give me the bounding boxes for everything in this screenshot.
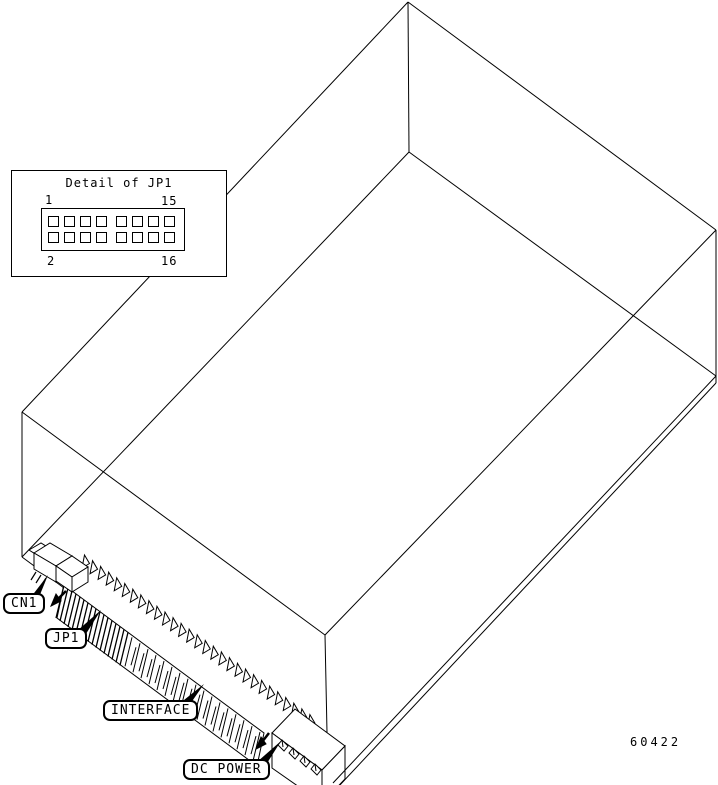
figure-number: 60422 <box>630 735 682 749</box>
pin-label-1: 1 <box>45 193 54 207</box>
jp1-pin-square <box>132 216 143 227</box>
callout-dc-power: DC POWER <box>183 759 270 780</box>
jp1-detail-inset <box>11 170 227 277</box>
jp1-pin-square <box>96 232 107 243</box>
jp1-pin-square <box>116 232 127 243</box>
callout-cn1: CN1 <box>3 593 45 614</box>
jp1-pin-square <box>148 232 159 243</box>
jp1-pin-grid <box>41 208 185 251</box>
pin-label-15: 15 <box>161 194 178 208</box>
jp1-pin-square <box>148 216 159 227</box>
jp1-pin-square <box>132 232 143 243</box>
jp1-pin-square <box>64 216 75 227</box>
jp1-pin-row <box>48 216 184 227</box>
inset-title: Detail of JP1 <box>65 176 173 190</box>
jp1-pin-square <box>48 232 59 243</box>
jp1-pin-square <box>80 216 91 227</box>
jp1-pin-square <box>116 216 127 227</box>
jp1-pin-square <box>80 232 91 243</box>
jp1-pin-square <box>48 216 59 227</box>
jp1-pin-square <box>64 232 75 243</box>
jp1-pin-square <box>164 232 175 243</box>
callout-interface: INTERFACE <box>103 700 198 721</box>
jp1-pin-row <box>48 232 184 243</box>
pin-label-16: 16 <box>161 254 178 268</box>
pin-label-2: 2 <box>47 254 56 268</box>
jp1-pin-square <box>96 216 107 227</box>
callout-jp1: JP1 <box>45 628 87 649</box>
jp1-pin-square <box>164 216 175 227</box>
bottom-edge-lines <box>333 376 716 785</box>
